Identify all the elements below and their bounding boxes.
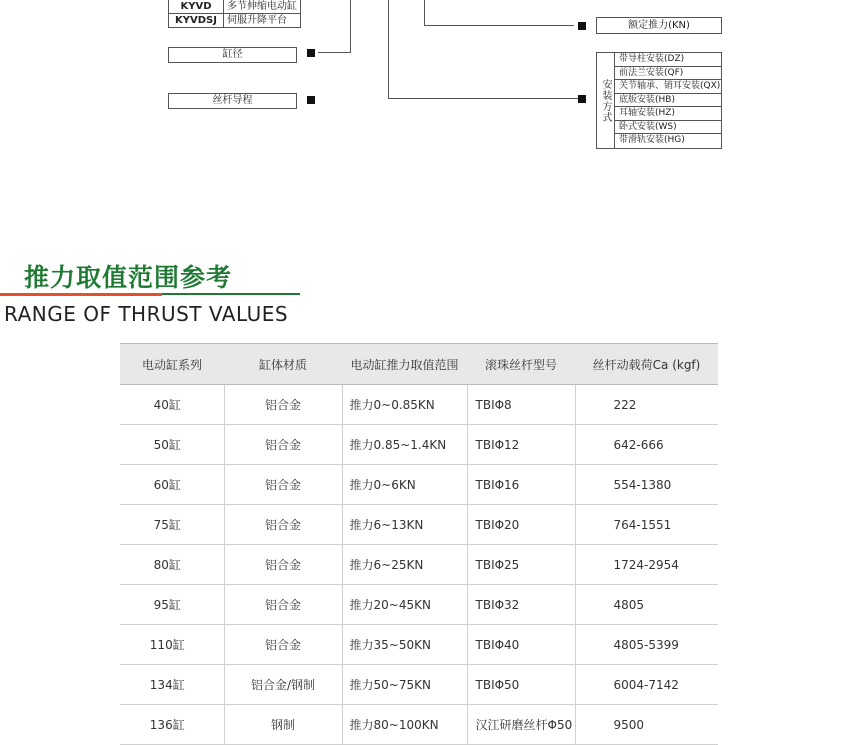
rated-thrust-marker [578,22,586,30]
connector-line [424,25,574,26]
cell-material: 铝合金 [224,505,342,545]
connector-line [318,52,351,53]
bore-box [168,47,297,63]
cell-material: 铝合金 [224,585,342,625]
lead-marker [307,96,315,104]
connector-line [350,0,351,53]
header-dynamic-load: 丝杆动载荷Ca (kgf) [575,344,718,385]
mount-option: 带滑轨安装(HG) [619,135,685,145]
series-table [168,0,301,28]
cell-thrust: 推力20~45KN [342,585,467,625]
connector-line [388,98,578,99]
table-row [120,425,718,465]
mount-options-list [615,53,721,148]
header-ball-screw: 滚珠丝杆型号 [467,344,575,385]
cell-load: 554-1380 [575,465,718,505]
cell-thrust: 推力0.85~1.4KN [342,425,467,465]
cell-material: 铝合金 [224,465,342,505]
bore-marker [307,49,315,57]
table-row [120,665,718,705]
cell-thrust: 推力80~100KN [342,705,467,745]
series-row [169,14,301,28]
mount-option: 耳轴安装(HZ) [615,107,721,121]
cell-screw: TBIΦ12 [467,425,575,465]
cell-series: 110缸 [120,625,224,665]
mount-option: 关节轴承、销耳安装(QX) [615,80,721,94]
cell-screw: 汉江研磨丝杆Φ50 [467,705,575,745]
mount-option: 底版安装(HB) [615,94,721,108]
cell-thrust: 推力0~0.85KN [342,385,467,425]
cell-thrust: 推力35~50KN [342,625,467,665]
table-row [120,625,718,665]
series-desc: 伺服升降平台 [224,14,301,28]
cell-material: 铝合金 [224,385,342,425]
table-row [120,585,718,625]
mount-option: 卧式安装(WS) [615,121,721,135]
series-code: KYVD [169,0,224,14]
cell-load: 4805 [575,585,718,625]
mount-group-label: 安装方式 [597,53,615,148]
cell-thrust: 推力0~6KN [342,465,467,505]
cell-material: 铝合金 [224,545,342,585]
connector-line [388,0,389,99]
series-row [169,0,301,14]
cell-screw: TBIΦ25 [467,545,575,585]
header-thrust-range: 电动缸推力取值范围 [342,344,467,385]
cell-material: 铝合金 [224,625,342,665]
cell-series: 50缸 [120,425,224,465]
cell-screw: TBIΦ16 [467,465,575,505]
section-title: 推力取值范围参考 [24,263,233,292]
bore-label: 缸径 [222,49,243,60]
cell-load: 6004-7142 [575,665,718,705]
connector-line [424,0,425,26]
table-row [120,705,718,745]
cell-thrust: 推力6~13KN [342,505,467,545]
header-material: 缸体材质 [224,344,342,385]
table-row [120,385,718,425]
cell-screw: TBIΦ20 [467,505,575,545]
cell-material: 铝合金/钢制 [224,665,342,705]
lead-label: 丝杆导程 [212,95,253,106]
cell-thrust: 推力6~25KN [342,545,467,585]
title-underline-accent [0,293,162,296]
section-subtitle: RANGE OF THRUST VALUES [4,302,289,326]
cell-material: 钢制 [224,705,342,745]
cell-screw: TBIΦ8 [467,385,575,425]
mount-option: 带导柱安装(DZ) [615,53,721,67]
series-desc: 多节伸缩电动缸 [224,0,301,14]
cell-load: 4805-5399 [575,625,718,665]
cell-load: 642-666 [575,425,718,465]
rated-thrust-label: 额定推力(KN) [628,20,690,31]
cell-series: 134缸 [120,665,224,705]
cell-load: 1724-2954 [575,545,718,585]
table-row [120,505,718,545]
lead-box [168,93,297,109]
table-row [120,545,718,585]
cell-series: 136缸 [120,705,224,745]
cell-screw: TBIΦ32 [467,585,575,625]
table-row [120,465,718,505]
cell-load: 764-1551 [575,505,718,545]
cell-thrust: 推力50~75KN [342,665,467,705]
cell-screw: TBIΦ50 [467,665,575,705]
header-series: 电动缸系列 [120,344,224,385]
rated-thrust-box [596,17,722,34]
cell-series: 40缸 [120,385,224,425]
mount-options-box [596,52,722,149]
thrust-table [120,343,718,745]
table-header-row [120,344,718,385]
cell-series: 95缸 [120,585,224,625]
cell-load: 9500 [575,705,718,745]
cell-material: 铝合金 [224,425,342,465]
mount-marker [578,95,586,103]
cell-series: 80缸 [120,545,224,585]
mount-option: 前法兰安装(QF) [615,67,721,81]
cell-load: 222 [575,385,718,425]
cell-series: 75缸 [120,505,224,545]
series-code: KYVDSJ [169,14,224,28]
cell-screw: TBIΦ40 [467,625,575,665]
cell-series: 60缸 [120,465,224,505]
